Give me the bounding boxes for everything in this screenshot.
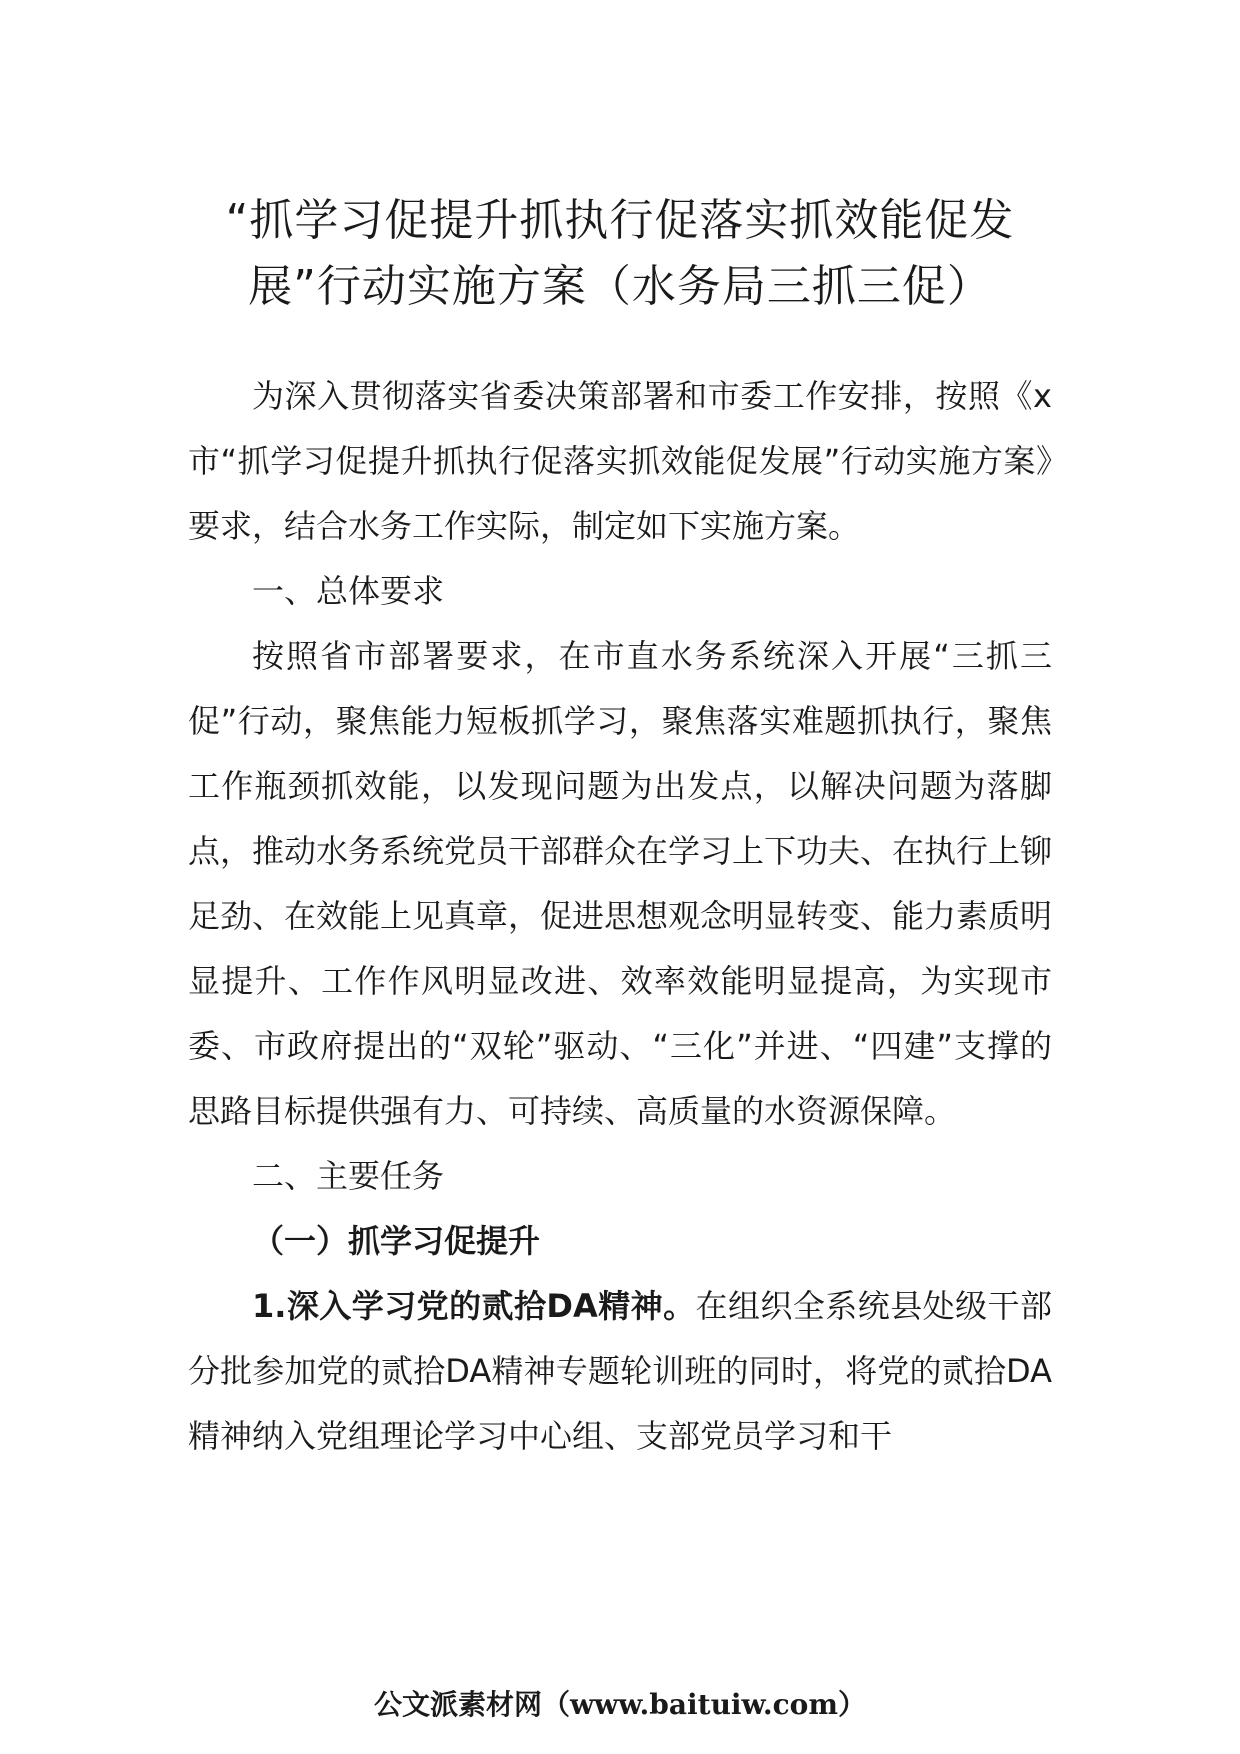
document-body <box>188 364 1052 1469</box>
section-1-paragraph: 按照省市部署要求，在市直水务系统深入开展“三抓三促”行动，聚焦能力短板抓学习，聚焦落实难题抓执行，聚焦工作瓶颈抓效能，以发现问题为出发点，以解决问题为落脚点，推动水务系统党员干部群众在学习上下功夫、在执行上铆足劲、在效能上见真章，促进思想观念明显转变、能力素质明显提升、工作作风明显改进、效率效能明显提高，为实现市委、市政府提出的“双轮”驱动、“三化”并进、“四建”支撑的思路目标提供强有力、可持续、高质量的水资源保障。 <box>188 637 1053 1130</box>
document-title <box>150 188 1090 320</box>
title-line-1: “抓学习促提升抓执行促落实抓效能促发 <box>225 195 1015 246</box>
item-1-paragraph <box>188 1274 1052 1469</box>
section-2-heading: 二、主要任务 <box>252 1157 445 1195</box>
item-1-body: 在组织全系统县处级干部分批参加党的贰拾DA精神专题轮训班的同时，将党的贰拾DA精神纳入党组理论学习中心组、支部党员学习和干 <box>188 1287 1052 1455</box>
title-line-2: 展”行动实施方案（水务局三抓三促） <box>248 261 992 312</box>
subsection-1-heading: （一）抓学习促提升 <box>252 1222 541 1260</box>
section-1-heading: 一、总体要求 <box>252 572 445 610</box>
intro-paragraph: 为深入贯彻落实省委决策部署和市委工作安排，按照《x市“抓学习促提升抓执行促落实抓效能促发展”行动实施方案》要求，结合水务工作实际，制定如下实施方案。 <box>188 377 1052 545</box>
item-1-title: 1.深入学习党的贰拾DA精神。 <box>252 1287 696 1325</box>
page-footer: 公文派素材网（www.baituiw.com） <box>374 1688 866 1721</box>
